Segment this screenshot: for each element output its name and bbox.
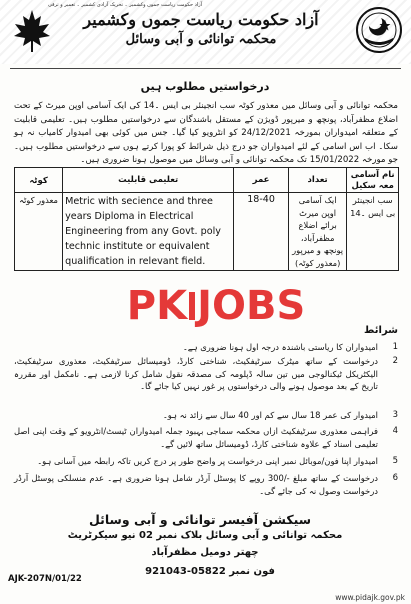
ad-title: درخواستیں مطلوب ہیں bbox=[140, 80, 270, 93]
header-age: عمر bbox=[234, 168, 289, 193]
website-link[interactable]: www.pidajk.gov.pk bbox=[335, 593, 405, 602]
footer-bar bbox=[0, 593, 411, 604]
table-row bbox=[15, 193, 399, 271]
pkjobs-watermark bbox=[66, 283, 366, 329]
signature-title: سیکشن آفیسر توانائی و آبی وسائل bbox=[88, 512, 311, 527]
watermark-left: PK bbox=[126, 283, 188, 329]
watermark-bar bbox=[189, 292, 195, 320]
cell-quota: معذور کوٹہ bbox=[15, 193, 63, 271]
condition-item: امیدوار اپنا فون/موبائل نمبر اپنی درخواست پر واضح طور پر درج کریں تاکہ رابطہ میں آسانی ہو۔ bbox=[37, 456, 378, 466]
condition-item: درخواست کے ساتھ میٹرک سرٹیفکیٹ، شناختی کارڈ، ڈومیسائل سرٹیفکیٹ، معذوری سرٹیفکیٹ، الیکٹریکل ٹیکنالوجی میں تین سالہ ڈپلومہ کی مصدقہ نقول شامل کرنا لازمی ہے۔ نامکمل اور مقررہ تاریخ کے بعد موصول ہونے والی درخواستوں پر غور نہیں کیا جائے گا۔ bbox=[14, 356, 378, 392]
maple-leaf-icon bbox=[12, 8, 52, 54]
header-divider bbox=[10, 68, 401, 69]
conditions-title: شرائط bbox=[364, 325, 398, 336]
condition-number: 1 bbox=[392, 342, 398, 352]
condition-item: درخواست کے ساتھ مبلغ -/300 روپے کا پوسٹل آرڈر شامل ہونا ضروری ہے۔ عدم منسلکی پوسٹل آرڈر درخواست وصول نہ کی جائے گی۔ bbox=[14, 473, 378, 496]
cell-count: ایک آسامی اوپن میرٹ برائے اضلاع مظفرآباد، پونچھ و میرپور (معذور کوٹہ) bbox=[288, 193, 346, 271]
condition-number: 2 bbox=[392, 356, 398, 366]
intro-paragraph: محکمہ توانائی و آبی وسائل میں معذور کوٹہ سب انجینئر بی ایس ۔14 کی ایک آسامی اوپن میرٹ کے تحت اضلاع مظفرآباد، پونچھ و میرپور ڈویژن کے مستقل باشندگان سے درخواستیں مطلوب ہیں۔ تعلیمی قابلیت کے متعلقہ امیدواران بمورخہ 24/12/2021 کو انٹرویو کیا گیا۔ جس میں کوئی بھی امیدوار کامیاب نہ ہو سکا۔ اب اس اسامی کے لئے امیدواران جو درج ذیل شرائط کو پورا کرتے ہوں سے درخواستیں مطلوب ہیں۔ جو مورخہ 15/01/2022 تک محکمہ توانائی و آبی وسائل میں موصول ہونا ضروری ہیں۔ bbox=[14, 101, 399, 165]
government-emblem-icon bbox=[355, 6, 403, 54]
reference-number: AJK-207N/01/22 bbox=[8, 574, 82, 584]
header-qualification: تعلیمی قابلیت bbox=[63, 168, 234, 193]
header-count: تعداد bbox=[288, 168, 346, 193]
header-slogan: آزاد حکومت ریاست جموں وکشمیر ۔ تحریک آزادی کشمیر ۔ تعمیر و ترقی bbox=[47, 2, 203, 8]
condition-item: فراہمی معذوری سرٹیفکیٹ ازاں محکمہ سماجی بہبود جملہ امیدواران ٹیسٹ/انٹرویو کے وقت اپنی اصل تعلیمی اسناد کے علاوہ شناختی کارڈ، ڈومیسائل ساتھ لائیں گے۔ bbox=[14, 426, 378, 449]
condition-number: 3 bbox=[392, 410, 398, 420]
condition-number: 5 bbox=[392, 456, 398, 466]
watermark-right: JOBS bbox=[197, 283, 306, 329]
condition-item: امیدواران کا ریاستی باشندہ درجہ اول ہونا ضروری ہے۔ bbox=[182, 342, 378, 352]
cell-age: 18-40 bbox=[234, 193, 289, 271]
condition-number: 6 bbox=[392, 473, 398, 483]
department-title: محکمہ توانائی و آبی وسائل bbox=[125, 32, 277, 47]
condition-number: 4 bbox=[392, 426, 398, 436]
cell-qualification: Metric with secience and three years Diploma in Electrical Engineering from any Govt. poly technic institute or equivalent qualification in relevant field. bbox=[63, 193, 234, 271]
signature-city: چھتر دومیل مظفرآباد bbox=[151, 547, 259, 558]
government-title: آزاد حکومت ریاست جموں وکشمیر bbox=[83, 10, 319, 29]
header-post: نام آسامی معہ سکیل bbox=[347, 168, 399, 193]
phone-number: فون نمبر 05822-921043 bbox=[145, 566, 275, 577]
signature-address: محکمہ توانائی و آبی وسائل بلاک نمبر 02 نیو سیکرٹریٹ bbox=[67, 530, 343, 541]
table-header-row bbox=[15, 168, 399, 193]
condition-item: امیدوار کی عمر 18 سال سے کم اور 40 سال سے زائد نہ ہو۔ bbox=[162, 410, 378, 420]
header-quota: کوٹہ bbox=[15, 168, 63, 193]
requirements-table bbox=[14, 167, 399, 271]
cell-post: سب انجینئر بی ایس ۔14 bbox=[347, 193, 399, 271]
